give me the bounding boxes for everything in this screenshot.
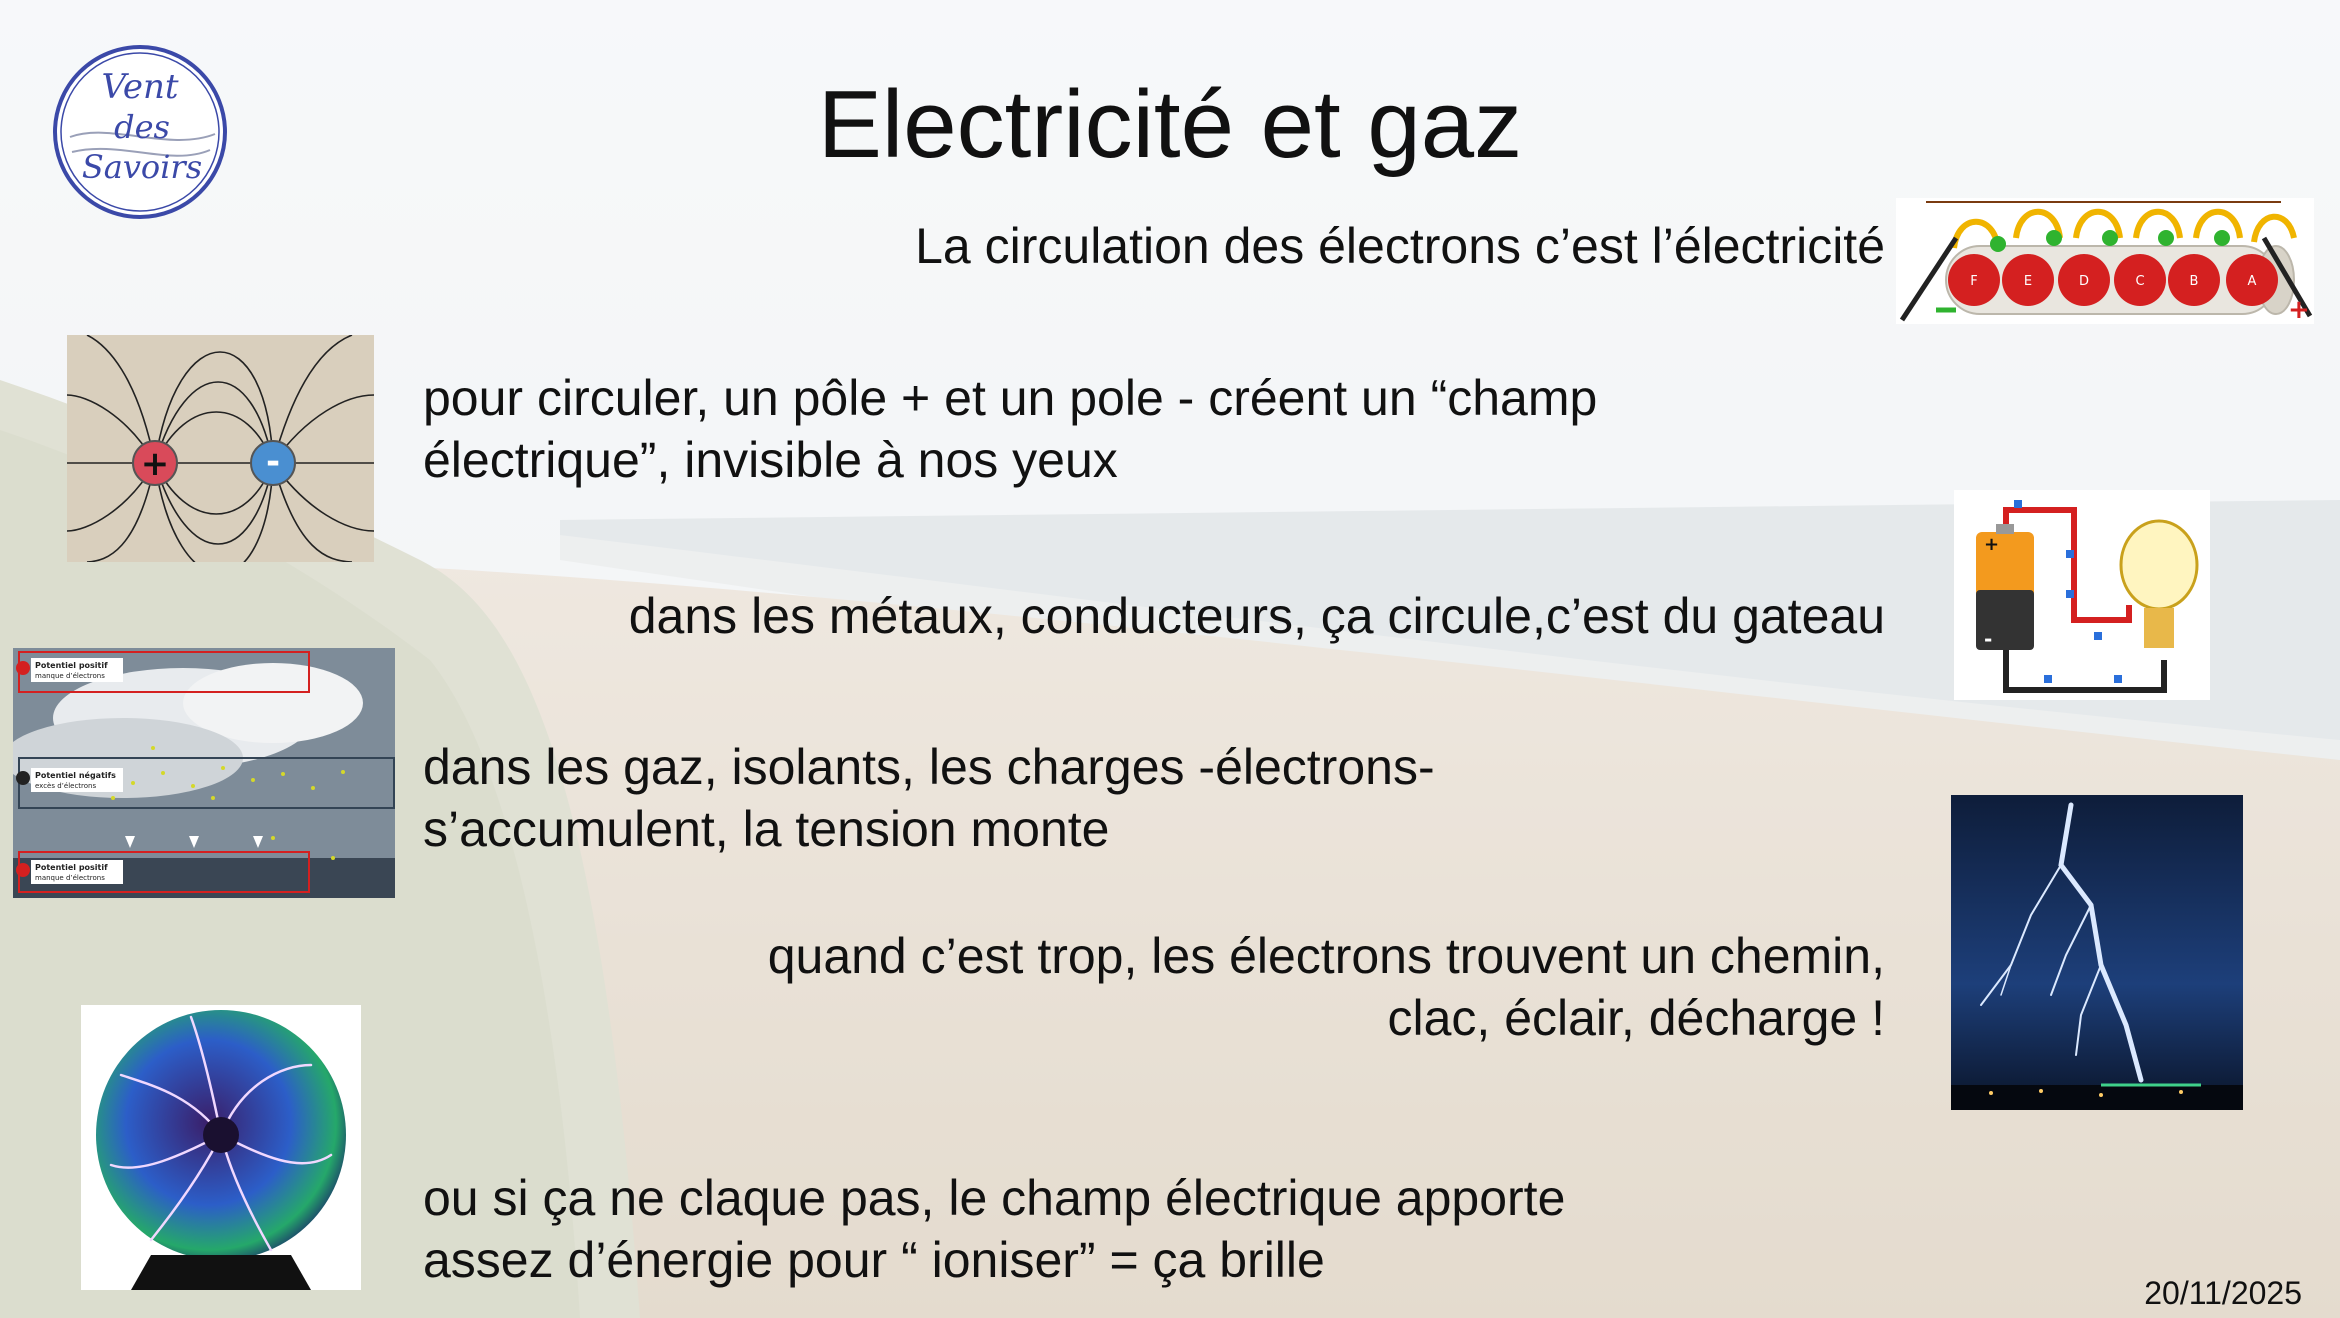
paragraph-metals xyxy=(629,585,1885,647)
electron-chain-figure xyxy=(1896,198,2314,324)
paragraph-1-line-2: électrique”, invisible à nos yeux xyxy=(423,432,1118,488)
paragraph-3-line-2: s’accumulent, la tension monte xyxy=(423,801,1110,857)
cloud-label-1-sub: manque d’électrons xyxy=(35,672,105,680)
cloud-label-1-title: Potentiel positif xyxy=(35,661,108,670)
paragraph-electric-field xyxy=(423,367,1597,491)
paragraph-3-line-1: dans les gaz, isolants, les charges -électrons- xyxy=(423,739,1435,795)
electron-label-c: C xyxy=(2135,274,2145,289)
cloud-charges-figure xyxy=(13,648,395,898)
paragraph-gases xyxy=(423,736,1435,860)
paragraph-2-line-1: dans les métaux, conducteurs, ça circule,c’est du gateau xyxy=(628,588,1885,644)
battery-bulb-circuit-figure xyxy=(1954,490,2210,700)
chain-plus-sign: + xyxy=(2288,295,2310,324)
cloud-label-3-title: Potentiel positif xyxy=(35,863,108,872)
paragraph-5-line-1: ou si ça ne claque pas, le champ électrique apporte xyxy=(423,1170,1566,1226)
electric-field-figure xyxy=(67,335,374,562)
logo-line-1: Vent xyxy=(101,67,179,107)
battery-plus-sign: + xyxy=(1984,534,2000,555)
battery-minus-sign: - xyxy=(1984,627,1993,651)
logo-line-2: des xyxy=(114,108,170,146)
paragraph-4-line-1: quand c’est trop, les électrons trouvent un chemin, xyxy=(767,928,1885,984)
paragraph-ionize xyxy=(423,1167,1565,1291)
cloud-label-3-sub: manque d’électrons xyxy=(35,874,105,882)
plasma-ball-photo xyxy=(81,1005,361,1290)
electron-label-b: B xyxy=(2189,274,2199,289)
cloud-label-2-title: Potentiel négatifs xyxy=(35,771,116,780)
slide-subtitle: La circulation des électrons c’est l’électricité xyxy=(915,218,1885,274)
paragraph-5-line-2: assez d’énergie pour “ ioniser” = ça brille xyxy=(423,1232,1325,1288)
lightning-photo xyxy=(1951,795,2243,1110)
slide-date: 20/11/2025 xyxy=(2144,1275,2302,1311)
slide-title: Electricité et gaz xyxy=(817,71,1523,178)
paragraph-lightning xyxy=(768,925,1885,1049)
electron-label-d: D xyxy=(2078,274,2090,289)
electron-label-a: A xyxy=(2247,274,2257,289)
paragraph-1-line-1: pour circuler, un pôle + et un pole - créent un “champ xyxy=(423,370,1598,426)
electron-label-f: F xyxy=(1970,274,1978,289)
logo-line-3: Savoirs xyxy=(81,148,203,186)
paragraph-4-line-2: clac, éclair, décharge ! xyxy=(1387,990,1885,1046)
field-plus-sign: + xyxy=(140,444,170,484)
field-minus-sign: - xyxy=(265,442,281,482)
electron-label-e: E xyxy=(2023,274,2033,289)
cloud-label-2-sub: excès d’électrons xyxy=(35,782,97,790)
